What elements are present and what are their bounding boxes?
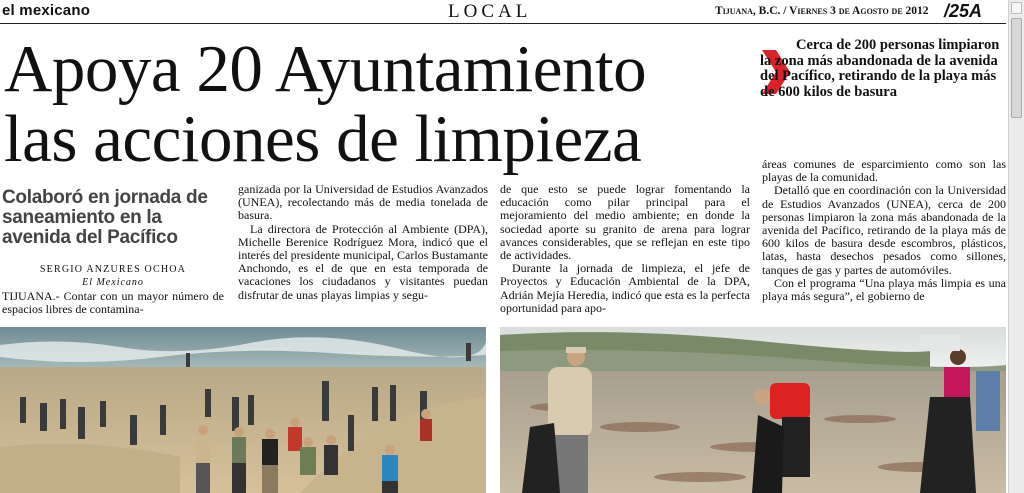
headline-line-2: las acciones de limpieza [4, 102, 642, 176]
paragraph: Con el programa “Una playa más limpia es una playa más segura”, el gobierno de [762, 275, 1006, 304]
article-column-1 [2, 290, 224, 316]
byline: SERGIO ANZURES OCHOA [39, 264, 187, 275]
page-header [0, 0, 1006, 24]
headline [4, 34, 752, 174]
page-number: /25A [944, 1, 983, 21]
paragraph: TIJUANA.- Contar con un mayor número de espacios libres de contamina- [2, 289, 224, 317]
article-column-3 [500, 183, 750, 315]
paragraph: Detalló que en coordinación con la Universidad de Estudios Avanzados (UNEA), cerca de 200 personas limpiaron la zona más abandonada de la avenida del Pacífico, retirando de la playa más de 600 kilos de basura desde escombros, plásticos, latas, hasta desechos pesados como sillones, tanques de gas y partes de automóviles. [762, 183, 1006, 277]
newspaper-brand: el mexicano [2, 2, 91, 19]
photo-image [0, 327, 486, 493]
paragraph: de que esto se puede lograr fomentando la educación como pilar principal para el mejoramiento del medio ambiente; en donde la sociedad aporte su granito de arena para lograr avances considerables, que se reflejan en este tipo de actividades. [500, 182, 750, 263]
subheadline: Colaboró en jornada de saneamiento en la avenida del Pacífico [2, 187, 208, 248]
article-column-4 [762, 158, 1006, 303]
dateline: Tijuana, B.C. / Viernes 3 de Agosto de 2012 [715, 5, 929, 17]
paragraph: Durante la jornada de limpieza, el jefe de Proyectos y Educación Ambiental de la DPA, Adrián Mejía Heredia, indicó que esta es la perfecta oportunidad para apo- [500, 261, 750, 315]
paragraph: áreas comunes de esparcimiento como son las playas de la comunidad. [762, 157, 1006, 185]
pull-quote: Cerca de 200 personas limpiaron la zona más abandonada de la avenida del Pacífico, retirando de la playa más de 600 kilos de basura [760, 37, 1000, 100]
scroll-thumb[interactable] [1011, 18, 1022, 118]
volunteers-collecting-trash-photo [500, 327, 1006, 493]
photo-image [500, 327, 1006, 493]
scroll-up-button[interactable] [1011, 2, 1022, 14]
section-label: LOCAL [448, 1, 532, 22]
vertical-scrollbar[interactable] [1008, 0, 1024, 493]
paragraph: La directora de Protección al Ambiente (DPA), Michelle Berenice Rodríguez Mora, indicó que el interés del presidente municipal, Carlos Bustamante Anchondo, es el de que en esta temporada de vacaciones los ciudadanos y visitantes puedan disfrutar de unas playas limpias y segu- [238, 221, 488, 302]
paragraph: ganizada por la Universidad de Estudios Avanzados (UNEA), recolectando más de media tonelada de basura. [238, 182, 488, 223]
headline-line-1: Apoya 20 Ayuntamiento [4, 32, 647, 106]
byline-credit: El Mexicano [82, 277, 144, 288]
beach-cleanup-group-photo [0, 327, 486, 493]
article-column-2 [238, 183, 488, 302]
